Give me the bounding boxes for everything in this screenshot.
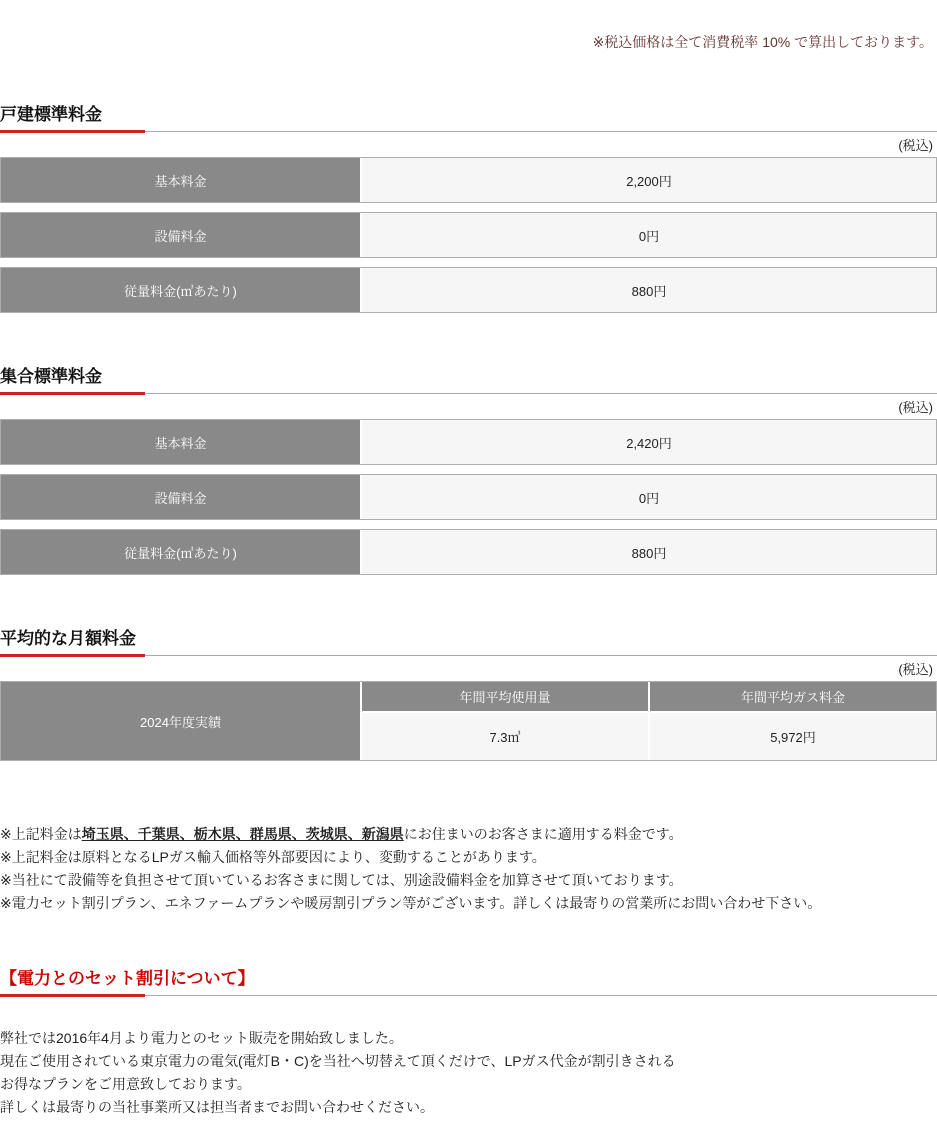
tax-included-label: (税込) bbox=[898, 400, 933, 415]
section-title-detached: 戸建標準料金 bbox=[0, 105, 102, 124]
avg-price-column bbox=[648, 682, 936, 760]
avg-usage-column bbox=[362, 682, 648, 760]
prefecture-list: 埼玉県、千葉県、栃木県、群馬県、茨城県、新潟県 bbox=[81, 826, 404, 842]
fee-label-equipment: 設備料金 bbox=[1, 213, 362, 257]
fee-label-equipment: 設備料金 bbox=[1, 475, 362, 519]
set-discount-title: 【電力とのセット割引について】 bbox=[0, 969, 255, 988]
title-underline bbox=[0, 393, 937, 394]
note-price-fluctuation: ※上記料金は原料となるLPガス輸入価格等外部要因により、変動することがあります。 bbox=[0, 849, 546, 865]
table-row bbox=[0, 212, 937, 258]
fee-label-volumetric: 従量料金(㎥あたり) bbox=[1, 268, 362, 312]
section-title-average: 平均的な月額料金 bbox=[0, 629, 136, 648]
tax-included-label: (税込) bbox=[898, 138, 933, 153]
title-underline bbox=[0, 995, 937, 996]
tax-included-label: (税込) bbox=[898, 662, 933, 677]
paragraph-line: お得なプランをご用意致しております。 bbox=[0, 1076, 251, 1092]
avg-usage-value: 7.3㎥ bbox=[362, 713, 648, 760]
fee-value-equipment: 0円 bbox=[362, 213, 936, 257]
fee-value-volumetric: 880円 bbox=[362, 530, 936, 574]
note-discount-plans: ※電力セット割引プラン、エネファームプランや暖房割引プラン等がございます。詳しくは最寄りの営業所にお問い合わせ下さい。 bbox=[0, 895, 822, 911]
set-discount-paragraph bbox=[0, 1027, 937, 1119]
section-electric-set-discount bbox=[0, 967, 937, 1119]
paragraph-line: 弊社では2016年4月より電力とのセット販売を開始致しました。 bbox=[0, 1030, 403, 1046]
section-multiunit-standard-fee bbox=[0, 365, 937, 575]
fee-label-basic: 基本料金 bbox=[1, 420, 362, 464]
fee-table-multiunit bbox=[0, 419, 937, 575]
title-underline bbox=[0, 655, 937, 656]
table-row bbox=[0, 419, 937, 465]
annual-average-table bbox=[0, 681, 937, 761]
fee-value-equipment: 0円 bbox=[362, 475, 936, 519]
table-row bbox=[0, 529, 937, 575]
notes-list bbox=[0, 823, 937, 915]
note-prefix: ※上記料金は bbox=[0, 826, 82, 842]
note-suffix: にお住まいのお客さまに適用する料金です。 bbox=[403, 826, 683, 842]
fee-label-volumetric: 従量料金(㎥あたり) bbox=[1, 530, 362, 574]
avg-row-header: 2024年度実績 bbox=[1, 682, 362, 760]
tax-rate-note: ※税込価格は全て消費税率 10% で算出しております。 bbox=[592, 34, 933, 50]
paragraph-line: 現在ご使用されている東京電力の電気(電灯B・C)を当社へ切替えて頂くだけで、LPガス代金が割引きされる bbox=[0, 1053, 676, 1069]
table-row bbox=[0, 157, 937, 203]
section-title-multiunit: 集合標準料金 bbox=[0, 367, 102, 386]
table-row bbox=[0, 474, 937, 520]
fee-value-volumetric: 880円 bbox=[362, 268, 936, 312]
fee-table-detached bbox=[0, 157, 937, 313]
avg-price-header: 年間平均ガス料金 bbox=[650, 682, 936, 713]
paragraph-line: 詳しくは最寄りの当社事業所又は担当者までお問い合わせください。 bbox=[0, 1099, 434, 1115]
fee-value-basic: 2,200円 bbox=[362, 158, 936, 202]
title-underline bbox=[0, 131, 937, 132]
fee-value-basic: 2,420円 bbox=[362, 420, 936, 464]
note-applicable-prefectures bbox=[0, 823, 937, 846]
avg-usage-header: 年間平均使用量 bbox=[362, 682, 648, 713]
fee-label-basic: 基本料金 bbox=[1, 158, 362, 202]
note-equipment-fee: ※当社にて設備等を負担させて頂いているお客さまに関しては、別途設備料金を加算させて頂いております。 bbox=[0, 872, 683, 888]
avg-price-value: 5,972円 bbox=[650, 713, 936, 760]
section-average-monthly-fee bbox=[0, 627, 937, 761]
table-row bbox=[0, 267, 937, 313]
section-detached-standard-fee bbox=[0, 103, 937, 313]
